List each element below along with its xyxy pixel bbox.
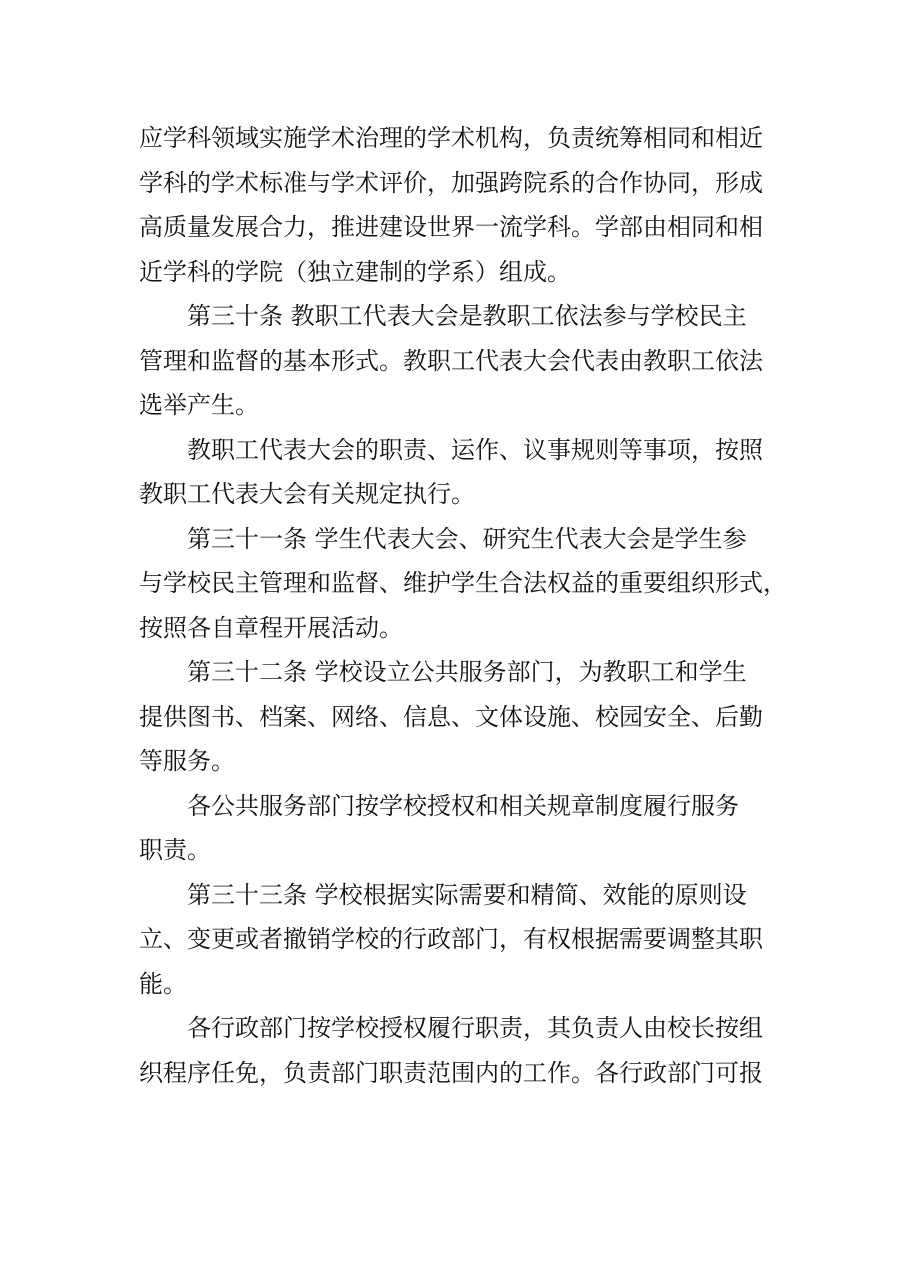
text-line: 职责。 [139,836,211,864]
text-line: 近学科的学院（独立建制的学系）组成。 [139,257,571,286]
text-line: 立、变更或者撤销学校的行政部门，有权根据需要调整其职 [139,925,763,953]
text-line: 提供图书、档案、网络、信息、文体设施、校园安全、后勤 [139,702,763,731]
paragraph-start-line: 各公共服务部门按学校授权和相关规章制度履行服务 [187,791,739,820]
text-line: 等服务。 [139,747,235,775]
document-body [139,116,787,1095]
text-line: 管理和监督的基本形式。教职工代表大会代表由教职工依法 [139,346,763,375]
text-line: 按照各自章程开展活动。 [139,613,403,642]
article-31-heading-line: 第三十一条 学生代表大会、研究生代表大会是学生参 [187,524,747,553]
paragraph-start-line: 教职工代表大会的职责、运作、议事规则等事项，按照 [187,435,763,464]
article-32-heading-line: 第三十二条 学校设立公共服务部门，为教职工和学生 [187,658,747,686]
text-line: 能。 [139,969,187,998]
text-line: 高质量发展合力，推进建设世界一流学科。学部由相同和相 [139,213,763,241]
paragraph-start-line: 各行政部门按学校授权履行职责，其负责人由校长按组 [187,1014,763,1042]
text-line: 织程序任免，负责部门职责范围内的工作。各行政部门可报 [139,1058,763,1087]
text-line: 选举产生。 [139,391,259,419]
article-30-heading-line: 第三十条 教职工代表大会是教职工依法参与学校民主 [187,302,747,330]
text-line: 应学科领域实施学术治理的学术机构，负责统筹相同和相近 [139,124,763,152]
text-line: 学科的学术标准与学术评价，加强跨院系的合作协同，形成 [139,168,763,197]
text-line: 教职工代表大会有关规定执行。 [139,480,475,508]
text-line: 与学校民主管理和监督、维护学生合法权益的重要组织形式， [139,569,787,597]
article-33-heading-line: 第三十三条 学校根据实际需要和精简、效能的原则设 [187,880,747,909]
